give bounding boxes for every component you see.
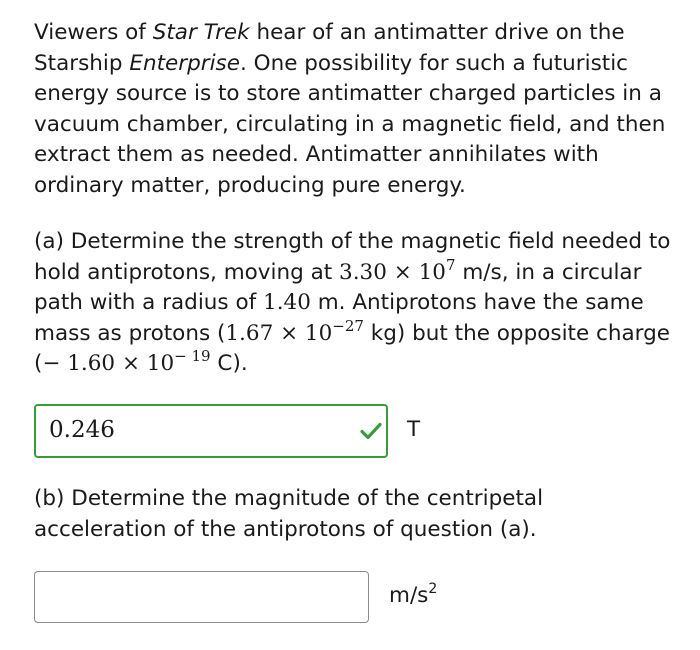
intro-emphasis-enterprise: Enterprise	[129, 50, 240, 76]
intro-text-1: Viewers of	[34, 20, 153, 45]
answer-b-unit-base: m/s	[389, 583, 429, 608]
intro-text-2: hear of an antimatter drive on the Starship	[34, 20, 625, 76]
speed-exponent: 7	[445, 255, 456, 274]
question-a-text-4: kg) but the opposite charge (	[34, 320, 670, 376]
speed-value: 3.30 × 10	[339, 259, 446, 285]
question-a-text-2: m/s, in a circular path with a radius of	[34, 259, 642, 315]
question-a-text-3: m. Antiprotons have the same mass as protons (	[34, 290, 644, 346]
question-a-text-1: (a) Determine the strength of the magnetic field needed to hold antiprotons, moving at	[34, 229, 671, 285]
answer-a-unit: T	[407, 417, 421, 442]
question-a-text-5: C).	[210, 351, 248, 376]
intro-text-3: . One possibility for such a futuristic energy source is to store antimatter charged particles in a vacuum chamber, circulating in a magnetic field, and then extract them as needed. Antimatter annihilates with ordinary matter, producing pure energy.	[34, 50, 666, 198]
charge-value: − 1.60 × 10	[42, 351, 175, 376]
answer-a-value: 0.246	[49, 417, 115, 443]
answer-b-unit-exponent: 2	[428, 581, 438, 597]
question-a	[34, 227, 674, 380]
answer-b-unit	[389, 583, 437, 608]
intro-emphasis-star-trek: Star Trek	[152, 20, 250, 45]
answer-a-input[interactable]	[34, 404, 388, 458]
answer-b-input[interactable]	[34, 571, 369, 623]
charge-exponent: − 19	[174, 347, 211, 365]
checkmark-icon	[359, 419, 383, 443]
mass-value: 1.67 × 10	[225, 320, 333, 346]
question-b: (b) Determine the magnitude of the centripetal acceleration of the antiprotons of question (a).	[34, 486, 544, 542]
radius-value: 1.40	[263, 290, 311, 315]
intro-paragraph	[34, 18, 674, 201]
mass-exponent: −27	[332, 316, 364, 335]
